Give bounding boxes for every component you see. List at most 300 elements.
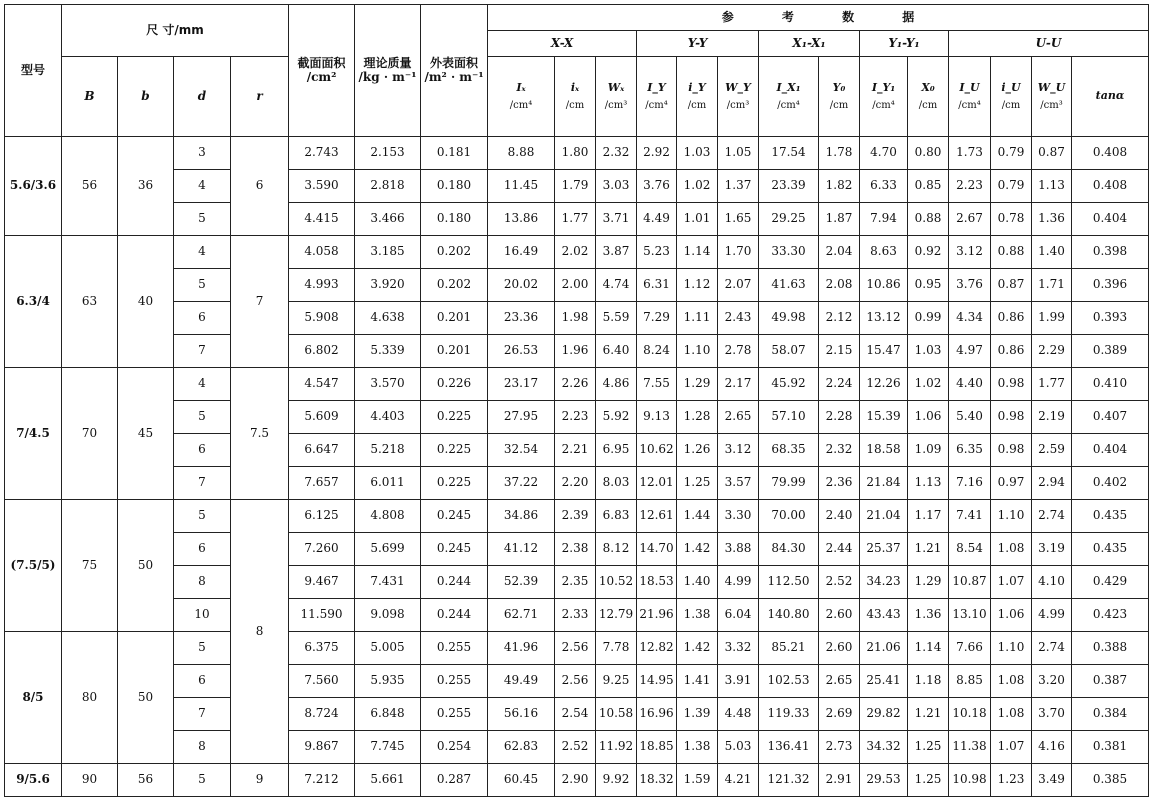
dim-d-cell: 5 <box>174 269 231 302</box>
value-cell: 4.97 <box>949 335 991 368</box>
dim-d-cell: 6 <box>174 665 231 698</box>
value-cell: 1.29 <box>908 566 949 599</box>
value-cell: 2.43 <box>718 302 759 335</box>
table-row <box>5 698 1149 731</box>
value-cell: 1.07 <box>991 731 1032 764</box>
value-cell: 2.21 <box>555 434 596 467</box>
header-surface-area <box>421 5 488 137</box>
value-cell: 8.03 <box>596 467 637 500</box>
value-cell: 2.26 <box>555 368 596 401</box>
param-unit: /cm <box>918 100 938 112</box>
value-cell: 3.57 <box>718 467 759 500</box>
value-cell: 8.63 <box>860 236 908 269</box>
angle-steel-table-page <box>4 4 1149 797</box>
value-cell: 0.201 <box>421 302 488 335</box>
param-header-8 <box>860 57 908 137</box>
value-cell: 58.07 <box>759 335 819 368</box>
param-header-row <box>5 57 1149 137</box>
value-cell: 1.25 <box>677 467 718 500</box>
value-cell: 16.49 <box>488 236 555 269</box>
value-cell: 1.87 <box>819 203 860 236</box>
value-cell: 0.254 <box>421 731 488 764</box>
ref-char-3: 数 <box>842 9 855 24</box>
value-cell: 4.99 <box>1032 599 1072 632</box>
param-symbol: i_U <box>1001 80 1021 94</box>
dim-d-cell: 5 <box>174 401 231 434</box>
value-cell: 0.244 <box>421 599 488 632</box>
value-cell: 0.408 <box>1072 170 1149 203</box>
value-cell: 10.18 <box>949 698 991 731</box>
value-cell: 4.993 <box>289 269 355 302</box>
value-cell: 0.385 <box>1072 764 1149 797</box>
value-cell: 1.80 <box>555 137 596 170</box>
param-header-13 <box>1072 57 1149 137</box>
value-cell: 23.17 <box>488 368 555 401</box>
value-cell: 2.20 <box>555 467 596 500</box>
value-cell: 1.78 <box>819 137 860 170</box>
table-row <box>5 368 1149 401</box>
value-cell: 4.403 <box>355 401 421 434</box>
value-cell: 45.92 <box>759 368 819 401</box>
value-cell: 0.387 <box>1072 665 1149 698</box>
value-cell: 7.94 <box>860 203 908 236</box>
dim-B-cell: 75 <box>62 500 118 632</box>
param-symbol: Wₓ <box>607 80 625 94</box>
value-cell: 2.39 <box>555 500 596 533</box>
value-cell: 6.33 <box>860 170 908 203</box>
value-cell: 3.91 <box>718 665 759 698</box>
value-cell: 0.88 <box>991 236 1032 269</box>
value-cell: 85.21 <box>759 632 819 665</box>
dim-d-cell: 7 <box>174 467 231 500</box>
table-body <box>5 137 1149 797</box>
value-cell: 57.10 <box>759 401 819 434</box>
value-cell: 60.45 <box>488 764 555 797</box>
param-symbol: I_Y₁ <box>871 80 896 94</box>
value-cell: 6.375 <box>289 632 355 665</box>
value-cell: 1.14 <box>677 236 718 269</box>
param-header-10 <box>949 57 991 137</box>
table-row <box>5 137 1149 170</box>
value-cell: 13.86 <box>488 203 555 236</box>
value-cell: 3.71 <box>596 203 637 236</box>
value-cell: 2.29 <box>1032 335 1072 368</box>
value-cell: 23.36 <box>488 302 555 335</box>
value-cell: 0.396 <box>1072 269 1149 302</box>
value-cell: 26.53 <box>488 335 555 368</box>
model-cell: 8/5 <box>5 632 62 764</box>
value-cell: 2.52 <box>555 731 596 764</box>
param-header-1 <box>555 57 596 137</box>
value-cell: 23.39 <box>759 170 819 203</box>
value-cell: 0.225 <box>421 401 488 434</box>
table-row <box>5 500 1149 533</box>
value-cell: 1.77 <box>1032 368 1072 401</box>
value-cell: 0.79 <box>991 137 1032 170</box>
value-cell: 1.96 <box>555 335 596 368</box>
param-symbol: I_Y <box>647 80 666 94</box>
value-cell: 0.98 <box>991 368 1032 401</box>
value-cell: 9.25 <box>596 665 637 698</box>
value-cell: 5.339 <box>355 335 421 368</box>
value-cell: 0.97 <box>991 467 1032 500</box>
dim-r: r <box>231 57 289 137</box>
value-cell: 2.67 <box>949 203 991 236</box>
dim-d-cell: 3 <box>174 137 231 170</box>
value-cell: 15.39 <box>860 401 908 434</box>
value-cell: 12.26 <box>860 368 908 401</box>
value-cell: 2.38 <box>555 533 596 566</box>
value-cell: 2.32 <box>819 434 860 467</box>
value-cell: 140.80 <box>759 599 819 632</box>
value-cell: 1.02 <box>677 170 718 203</box>
value-cell: 84.30 <box>759 533 819 566</box>
value-cell: 1.42 <box>677 632 718 665</box>
dim-d-cell: 5 <box>174 500 231 533</box>
value-cell: 7.16 <box>949 467 991 500</box>
dim-b-cell: 45 <box>118 368 174 500</box>
value-cell: 1.09 <box>908 434 949 467</box>
dim-d-cell: 7 <box>174 698 231 731</box>
value-cell: 49.49 <box>488 665 555 698</box>
value-cell: 1.07 <box>991 566 1032 599</box>
value-cell: 1.26 <box>677 434 718 467</box>
param-unit: /cm⁴ <box>872 100 895 112</box>
param-header-0 <box>488 57 555 137</box>
value-cell: 4.808 <box>355 500 421 533</box>
dim-b: b <box>118 57 174 137</box>
value-cell: 0.201 <box>421 335 488 368</box>
value-cell: 2.07 <box>718 269 759 302</box>
table-row <box>5 599 1149 632</box>
model-cell: 9/5.6 <box>5 764 62 797</box>
value-cell: 34.32 <box>860 731 908 764</box>
param-header-12 <box>1032 57 1072 137</box>
value-cell: 4.99 <box>718 566 759 599</box>
value-cell: 6.40 <box>596 335 637 368</box>
table-row <box>5 170 1149 203</box>
dim-d: d <box>174 57 231 137</box>
value-cell: 6.95 <box>596 434 637 467</box>
param-symbol: I_X₁ <box>776 80 801 94</box>
value-cell: 2.40 <box>819 500 860 533</box>
dim-b-cell: 50 <box>118 632 174 764</box>
value-cell: 7.55 <box>637 368 677 401</box>
value-cell: 10.62 <box>637 434 677 467</box>
value-cell: 4.547 <box>289 368 355 401</box>
value-cell: 1.59 <box>677 764 718 797</box>
value-cell: 32.54 <box>488 434 555 467</box>
axis-group-y1: Y₁-Y₁ <box>860 31 949 57</box>
param-unit: /cm⁴ <box>509 100 533 112</box>
table-row <box>5 731 1149 764</box>
value-cell: 4.058 <box>289 236 355 269</box>
value-cell: 102.53 <box>759 665 819 698</box>
value-cell: 21.96 <box>637 599 677 632</box>
value-cell: 1.36 <box>908 599 949 632</box>
value-cell: 12.01 <box>637 467 677 500</box>
value-cell: 11.92 <box>596 731 637 764</box>
value-cell: 34.86 <box>488 500 555 533</box>
param-symbol: X₀ <box>921 80 935 94</box>
value-cell: 4.638 <box>355 302 421 335</box>
value-cell: 10.98 <box>949 764 991 797</box>
value-cell: 7.212 <box>289 764 355 797</box>
value-cell: 34.23 <box>860 566 908 599</box>
value-cell: 2.04 <box>819 236 860 269</box>
value-cell: 1.36 <box>1032 203 1072 236</box>
value-cell: 9.098 <box>355 599 421 632</box>
param-symbol: W_U <box>1037 80 1066 94</box>
value-cell: 0.180 <box>421 170 488 203</box>
value-cell: 2.02 <box>555 236 596 269</box>
value-cell: 0.87 <box>991 269 1032 302</box>
value-cell: 2.60 <box>819 599 860 632</box>
table-row <box>5 401 1149 434</box>
value-cell: 0.79 <box>991 170 1032 203</box>
value-cell: 1.82 <box>819 170 860 203</box>
header-model: 型号 <box>5 5 62 137</box>
value-cell: 0.98 <box>991 434 1032 467</box>
value-cell: 2.74 <box>1032 500 1072 533</box>
value-cell: 56.16 <box>488 698 555 731</box>
param-unit: /cm³ <box>726 100 750 112</box>
value-cell: 1.71 <box>1032 269 1072 302</box>
ref-char-2: 考 <box>781 9 794 24</box>
dim-d-cell: 5 <box>174 203 231 236</box>
value-cell: 0.99 <box>908 302 949 335</box>
section-area-unit: /cm² <box>306 69 337 84</box>
value-cell: 2.23 <box>949 170 991 203</box>
value-cell: 5.609 <box>289 401 355 434</box>
axis-group-y: Y-Y <box>637 31 759 57</box>
dim-B-cell: 70 <box>62 368 118 500</box>
value-cell: 2.24 <box>819 368 860 401</box>
value-cell: 6.647 <box>289 434 355 467</box>
dim-d-cell: 6 <box>174 533 231 566</box>
value-cell: 0.398 <box>1072 236 1149 269</box>
value-cell: 1.65 <box>718 203 759 236</box>
value-cell: 43.43 <box>860 599 908 632</box>
value-cell: 1.03 <box>908 335 949 368</box>
value-cell: 0.402 <box>1072 467 1149 500</box>
value-cell: 10.87 <box>949 566 991 599</box>
value-cell: 7.745 <box>355 731 421 764</box>
value-cell: 1.13 <box>908 467 949 500</box>
value-cell: 1.14 <box>908 632 949 665</box>
value-cell: 1.08 <box>991 533 1032 566</box>
value-cell: 0.410 <box>1072 368 1149 401</box>
param-symbol: W_Y <box>725 80 751 94</box>
value-cell: 41.12 <box>488 533 555 566</box>
value-cell: 2.32 <box>596 137 637 170</box>
value-cell: 3.466 <box>355 203 421 236</box>
value-cell: 3.70 <box>1032 698 1072 731</box>
value-cell: 3.920 <box>355 269 421 302</box>
value-cell: 7.41 <box>949 500 991 533</box>
value-cell: 2.00 <box>555 269 596 302</box>
value-cell: 1.25 <box>908 764 949 797</box>
value-cell: 18.85 <box>637 731 677 764</box>
header-theoretical-mass <box>355 5 421 137</box>
value-cell: 2.69 <box>819 698 860 731</box>
value-cell: 9.13 <box>637 401 677 434</box>
value-cell: 2.33 <box>555 599 596 632</box>
value-cell: 0.407 <box>1072 401 1149 434</box>
param-unit: /cm³ <box>604 100 628 112</box>
value-cell: 0.245 <box>421 533 488 566</box>
surface-area-unit: /m² · m⁻¹ <box>424 69 484 84</box>
value-cell: 7.29 <box>637 302 677 335</box>
table-row <box>5 566 1149 599</box>
param-header-5 <box>718 57 759 137</box>
dim-d-cell: 5 <box>174 764 231 797</box>
value-cell: 6.31 <box>637 269 677 302</box>
value-cell: 1.03 <box>677 137 718 170</box>
axis-group-x1: X₁-X₁ <box>759 31 860 57</box>
value-cell: 9.867 <box>289 731 355 764</box>
section-area-label: 截面面积 <box>297 56 346 71</box>
table-row <box>5 335 1149 368</box>
value-cell: 3.03 <box>596 170 637 203</box>
table-row <box>5 302 1149 335</box>
value-cell: 0.287 <box>421 764 488 797</box>
value-cell: 4.48 <box>718 698 759 731</box>
model-cell: (7.5/5) <box>5 500 62 632</box>
model-cell: 7/4.5 <box>5 368 62 500</box>
dim-d-cell: 5 <box>174 632 231 665</box>
value-cell: 2.65 <box>819 665 860 698</box>
value-cell: 4.21 <box>718 764 759 797</box>
dim-d-cell: 8 <box>174 731 231 764</box>
value-cell: 3.20 <box>1032 665 1072 698</box>
value-cell: 27.95 <box>488 401 555 434</box>
value-cell: 2.153 <box>355 137 421 170</box>
dim-d-cell: 8 <box>174 566 231 599</box>
value-cell: 0.80 <box>908 137 949 170</box>
model-cell: 5.6/3.6 <box>5 137 62 236</box>
value-cell: 6.848 <box>355 698 421 731</box>
dim-d-cell: 7 <box>174 335 231 368</box>
value-cell: 3.19 <box>1032 533 1072 566</box>
dim-d-cell: 4 <box>174 368 231 401</box>
dim-r-cell: 8 <box>231 500 289 764</box>
value-cell: 1.29 <box>677 368 718 401</box>
value-cell: 17.54 <box>759 137 819 170</box>
param-symbol: I_U <box>959 80 980 94</box>
value-cell: 1.41 <box>677 665 718 698</box>
value-cell: 2.92 <box>637 137 677 170</box>
value-cell: 7.657 <box>289 467 355 500</box>
value-cell: 0.245 <box>421 500 488 533</box>
value-cell: 1.70 <box>718 236 759 269</box>
value-cell: 4.10 <box>1032 566 1072 599</box>
value-cell: 5.40 <box>949 401 991 434</box>
value-cell: 8.12 <box>596 533 637 566</box>
value-cell: 62.71 <box>488 599 555 632</box>
value-cell: 2.91 <box>819 764 860 797</box>
value-cell: 1.13 <box>1032 170 1072 203</box>
value-cell: 2.12 <box>819 302 860 335</box>
header-section-area <box>289 5 355 137</box>
value-cell: 9.467 <box>289 566 355 599</box>
value-cell: 12.61 <box>637 500 677 533</box>
value-cell: 21.04 <box>860 500 908 533</box>
value-cell: 1.37 <box>718 170 759 203</box>
value-cell: 2.54 <box>555 698 596 731</box>
dim-b-cell: 50 <box>118 500 174 632</box>
value-cell: 29.82 <box>860 698 908 731</box>
value-cell: 0.226 <box>421 368 488 401</box>
value-cell: 0.202 <box>421 269 488 302</box>
ref-char-1: 参 <box>721 9 734 24</box>
theoretical-mass-label: 理论质量 <box>363 56 412 71</box>
value-cell: 1.12 <box>677 269 718 302</box>
param-unit: /cm <box>829 100 849 112</box>
value-cell: 1.10 <box>991 632 1032 665</box>
value-cell: 0.389 <box>1072 335 1149 368</box>
theoretical-mass-unit: /kg · m⁻¹ <box>358 69 417 84</box>
table-row <box>5 632 1149 665</box>
value-cell: 2.28 <box>819 401 860 434</box>
unequal-angle-steel-table <box>4 4 1149 797</box>
value-cell: 2.36 <box>819 467 860 500</box>
value-cell: 2.17 <box>718 368 759 401</box>
value-cell: 1.38 <box>677 731 718 764</box>
table-row <box>5 203 1149 236</box>
value-cell: 5.908 <box>289 302 355 335</box>
value-cell: 6.125 <box>289 500 355 533</box>
value-cell: 0.88 <box>908 203 949 236</box>
value-cell: 12.79 <box>596 599 637 632</box>
value-cell: 6.011 <box>355 467 421 500</box>
value-cell: 8.724 <box>289 698 355 731</box>
value-cell: 2.08 <box>819 269 860 302</box>
value-cell: 3.590 <box>289 170 355 203</box>
dim-d-cell: 6 <box>174 434 231 467</box>
value-cell: 1.39 <box>677 698 718 731</box>
value-cell: 13.12 <box>860 302 908 335</box>
value-cell: 4.74 <box>596 269 637 302</box>
value-cell: 2.60 <box>819 632 860 665</box>
value-cell: 52.39 <box>488 566 555 599</box>
value-cell: 1.73 <box>949 137 991 170</box>
ref-char-4: 据 <box>902 9 915 24</box>
dim-d-cell: 4 <box>174 170 231 203</box>
value-cell: 0.255 <box>421 665 488 698</box>
value-cell: 3.76 <box>637 170 677 203</box>
param-unit: /cm⁴ <box>958 100 981 112</box>
value-cell: 1.05 <box>718 137 759 170</box>
value-cell: 1.08 <box>991 665 1032 698</box>
value-cell: 2.73 <box>819 731 860 764</box>
value-cell: 20.02 <box>488 269 555 302</box>
value-cell: 49.98 <box>759 302 819 335</box>
value-cell: 0.381 <box>1072 731 1149 764</box>
dim-d-cell: 10 <box>174 599 231 632</box>
value-cell: 15.47 <box>860 335 908 368</box>
value-cell: 7.431 <box>355 566 421 599</box>
value-cell: 8.54 <box>949 533 991 566</box>
value-cell: 79.99 <box>759 467 819 500</box>
dim-B: B <box>62 57 118 137</box>
param-header-7 <box>819 57 860 137</box>
value-cell: 1.21 <box>908 533 949 566</box>
value-cell: 7.560 <box>289 665 355 698</box>
param-symbol: Y₀ <box>832 80 846 94</box>
value-cell: 3.32 <box>718 632 759 665</box>
surface-area-label: 外表面积 <box>430 56 479 71</box>
